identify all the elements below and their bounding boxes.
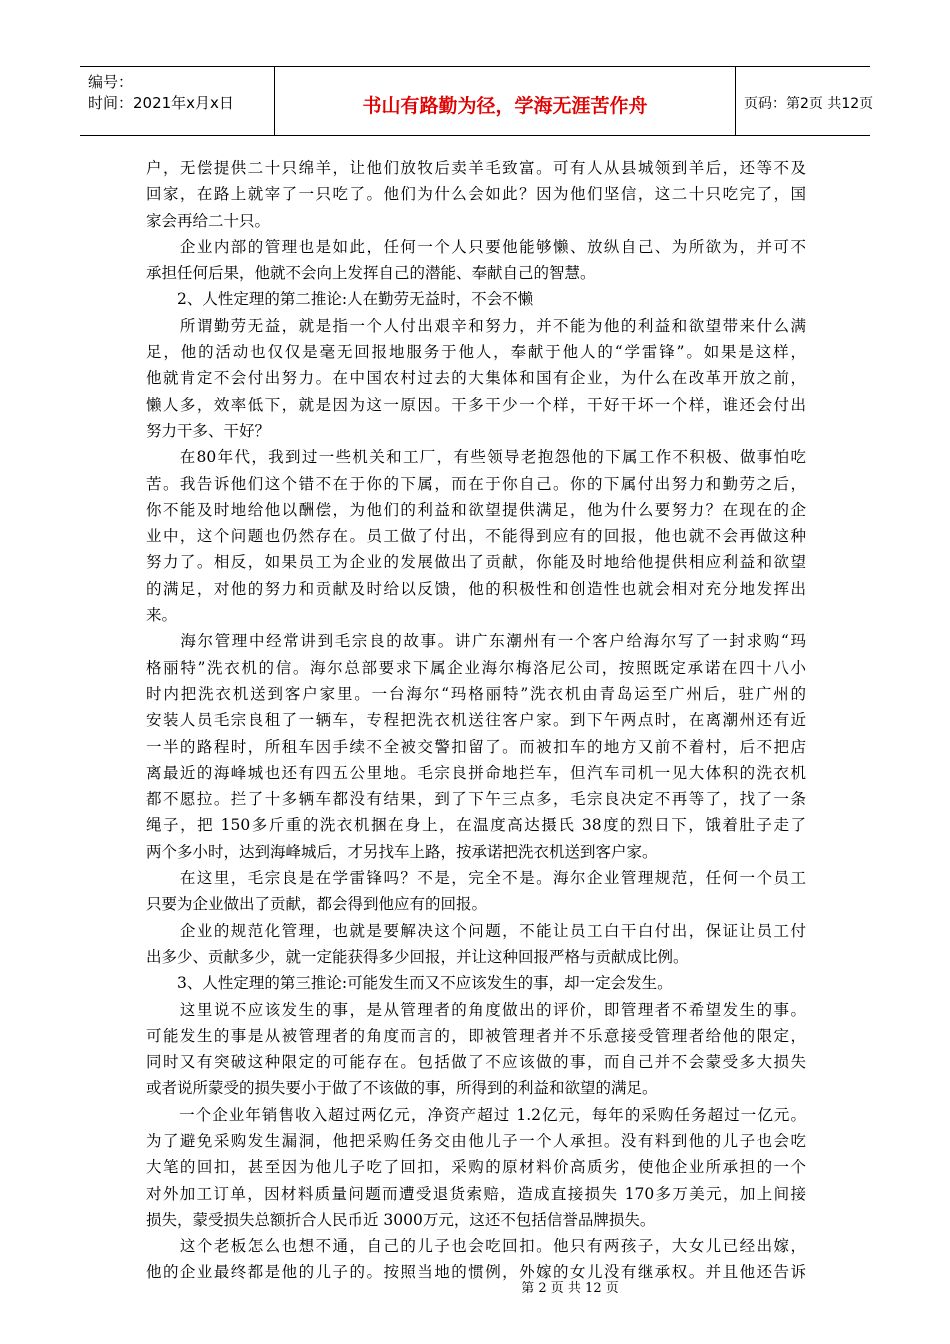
text-line: 企业内部的管理也是如此，任何一个人只要他能够懒、放纵自己、为所欲为，并可不: [146, 237, 806, 256]
header-page-cell: [736, 67, 874, 135]
text-line: 为了避免采购发生漏洞，他把采购任务交由他儿子一个人承担。没有料到他的儿子也会吃: [146, 1131, 806, 1150]
text-line: 对外加工订单，因材料质量问题而遭受退货索赔，造成直接损失 170多万美元，加上间接: [146, 1184, 806, 1203]
header-info-cell: [80, 67, 275, 135]
text-line: 或者说所蒙受的损失要小于做了不该做的事，所得到的利益和欲望的满足。: [146, 1079, 658, 1098]
header-motto: 书山有路勤为径，学海无涯苦作舟: [362, 95, 648, 117]
text-line: 一个企业年销售收入超过两亿元，净资产超过 1.2亿元，每年的采购任务超过一亿元。: [146, 1105, 806, 1124]
text-line: 苦。我告诉他们这个错不在于你的下属，而在于你自己。你的下属付出努力和勤劳之后，: [146, 474, 806, 493]
text-line: 损失，蒙受损失总额折合人民币近 3000万元，这还不包括信誉品牌损失。: [146, 1210, 656, 1229]
text-line: 两个多小时，达到海峰城后，才另找车上路，按承诺把洗衣机送到客户家。: [146, 842, 658, 861]
text-line: 这个老板怎么也想不通，自己的儿子也会吃回扣。他只有两孩子，大女儿已经出嫁，: [146, 1237, 806, 1256]
document-date-label: 时间：2021年x月x日: [88, 94, 234, 112]
document-body: [146, 155, 806, 1286]
text-line: 在80年代，我到过一些机关和工厂，有些领导老抱怨他的下属工作不积极、做事怕吃: [146, 448, 806, 467]
text-line: 企业的规范化管理，也就是要解决这个问题，不能让员工白干白付出，保证让员工付: [146, 921, 806, 940]
text-line: 家会再给二十只。: [146, 211, 271, 230]
text-line: 可能发生的事是从被管理者的角度而言的，即被管理者并不乐意接受管理者给他的限定，: [146, 1026, 806, 1045]
text-line: 2、人性定理的第二推论:人在勤劳无益时，不会不懒: [146, 290, 534, 309]
text-line: 大笔的回扣，甚至因为他儿子吃了回扣，采购的原材料价高质劣，使他企业所承担的一个: [146, 1158, 806, 1177]
text-line: 懒人多，效率低下，就是因为这一原因。干多干少一个样，干好干坏一个样，谁还会付出: [146, 395, 806, 414]
text-line: 业中，这个问题也仍然存在。员工做了付出，不能得到应有的回报，他也就不会再做这种: [146, 527, 806, 546]
text-line: 同时又有突破这种限定的可能存在。包括做了不应该做的事，而自己并不会蒙受多大损失: [146, 1053, 806, 1072]
text-line: 出多少、贡献多少，就一定能获得多少回报，并让这种回报严格与贡献成比例。: [146, 947, 689, 966]
text-line: 只要为企业做出了贡献，都会得到他应有的回报。: [146, 895, 488, 914]
text-line: 绳子，把 150多斤重的洗衣机捆在身上，在温度高达摄氏 38度的烈日下，饿着肚子走了: [146, 816, 806, 835]
text-line: 所谓勤劳无益，就是指一个人付出艰辛和努力，并不能为他的利益和欲望带来什么满: [146, 316, 806, 335]
text-line: 努力了。相反，如果员工为企业的发展做出了贡献，你能及时地给他提供相应利益和欲望: [146, 553, 806, 572]
header-motto-cell: [275, 67, 736, 135]
text-line: 在这里，毛宗良是在学雷锋吗？不是，完全不是。海尔企业管理规范，任何一个员工: [146, 869, 806, 888]
header-page-number: 页码：第2页 共12页: [744, 96, 874, 112]
text-line: 承担任何后果，他就不会向上发挥自己的潜能、奉献自己的智慧。: [146, 264, 596, 283]
text-line: 的满足，对他的努力和贡献及时给以反馈，他的积极性和创造性也就会相对充分地发挥出: [146, 579, 806, 598]
document-header: [80, 66, 874, 136]
text-line: 他就肯定不会付出努力。在中国农村过去的大集体和国有企业，为什么在改革开放之前，: [146, 369, 806, 388]
text-line: 他的企业最终都是他的儿子的。按照当地的惯例，外嫁的女儿没有继承权。并且他还告诉: [146, 1263, 806, 1282]
text-line: 3、人性定理的第三推论:可能发生而又不应该发生的事，却一定会发生。: [146, 974, 673, 993]
text-line: 时内把洗衣机送到客户家里。一台海尔“玛格丽特”洗衣机由青岛运至广州后，驻广州的: [146, 684, 806, 703]
text-line: 足，他的活动也仅仅是毫无回报地服务于他人，奉献于他人的“学雷锋”。如果是这样，: [146, 343, 806, 362]
text-line: 海尔管理中经常讲到毛宗良的故事。讲广东潮州有一个客户给海尔写了一封求购“玛: [146, 632, 806, 651]
text-line: 一半的路程时，所租车因手续不全被交警扣留了。而被扣车的地方又前不着村，后不把店: [146, 737, 806, 756]
text-line: 户，无偿提供二十只绵羊，让他们放牧后卖羊毛致富。可有人从县城领到羊后，还等不及: [146, 159, 806, 177]
text-line: 来。: [146, 606, 178, 625]
text-line: 格丽特”洗衣机的信。海尔总部要求下属企业海尔梅洛尼公司，按照既定承诺在四十八小: [146, 658, 806, 677]
footer-page-number: 第 2 页 共 12 页: [521, 1281, 619, 1296]
text-line: 这里说不应该发生的事，是从管理者的角度做出的评价，即管理者不希望发生的事。: [146, 1000, 806, 1019]
text-line: 安装人员毛宗良租了一辆车，专程把洗衣机送往客户家。到下午两点时，在离潮州还有近: [146, 711, 806, 730]
text-line: 努力干多、干好？: [146, 421, 271, 440]
text-line: 都不愿拉。拦了十多辆车都没有结果，到了下午三点多，毛宗良决定不再等了，找了一条: [146, 790, 806, 809]
text-line: 你不能及时地给他以酬偿，为他们的利益和欲望提供满足，他为什么要努力？在现在的企: [146, 500, 806, 519]
text-line: 回家，在路上就宰了一只吃了。他们为什么会如此？因为他们坚信，这二十只吃完了，国: [146, 185, 806, 204]
page-footer: [0, 1277, 950, 1296]
document-code-label: 编号：: [88, 73, 134, 91]
text-line: 离最近的海峰城也还有四五公里地。毛宗良拼命地拦车，但汽车司机一见大体积的洗衣机: [146, 763, 806, 782]
